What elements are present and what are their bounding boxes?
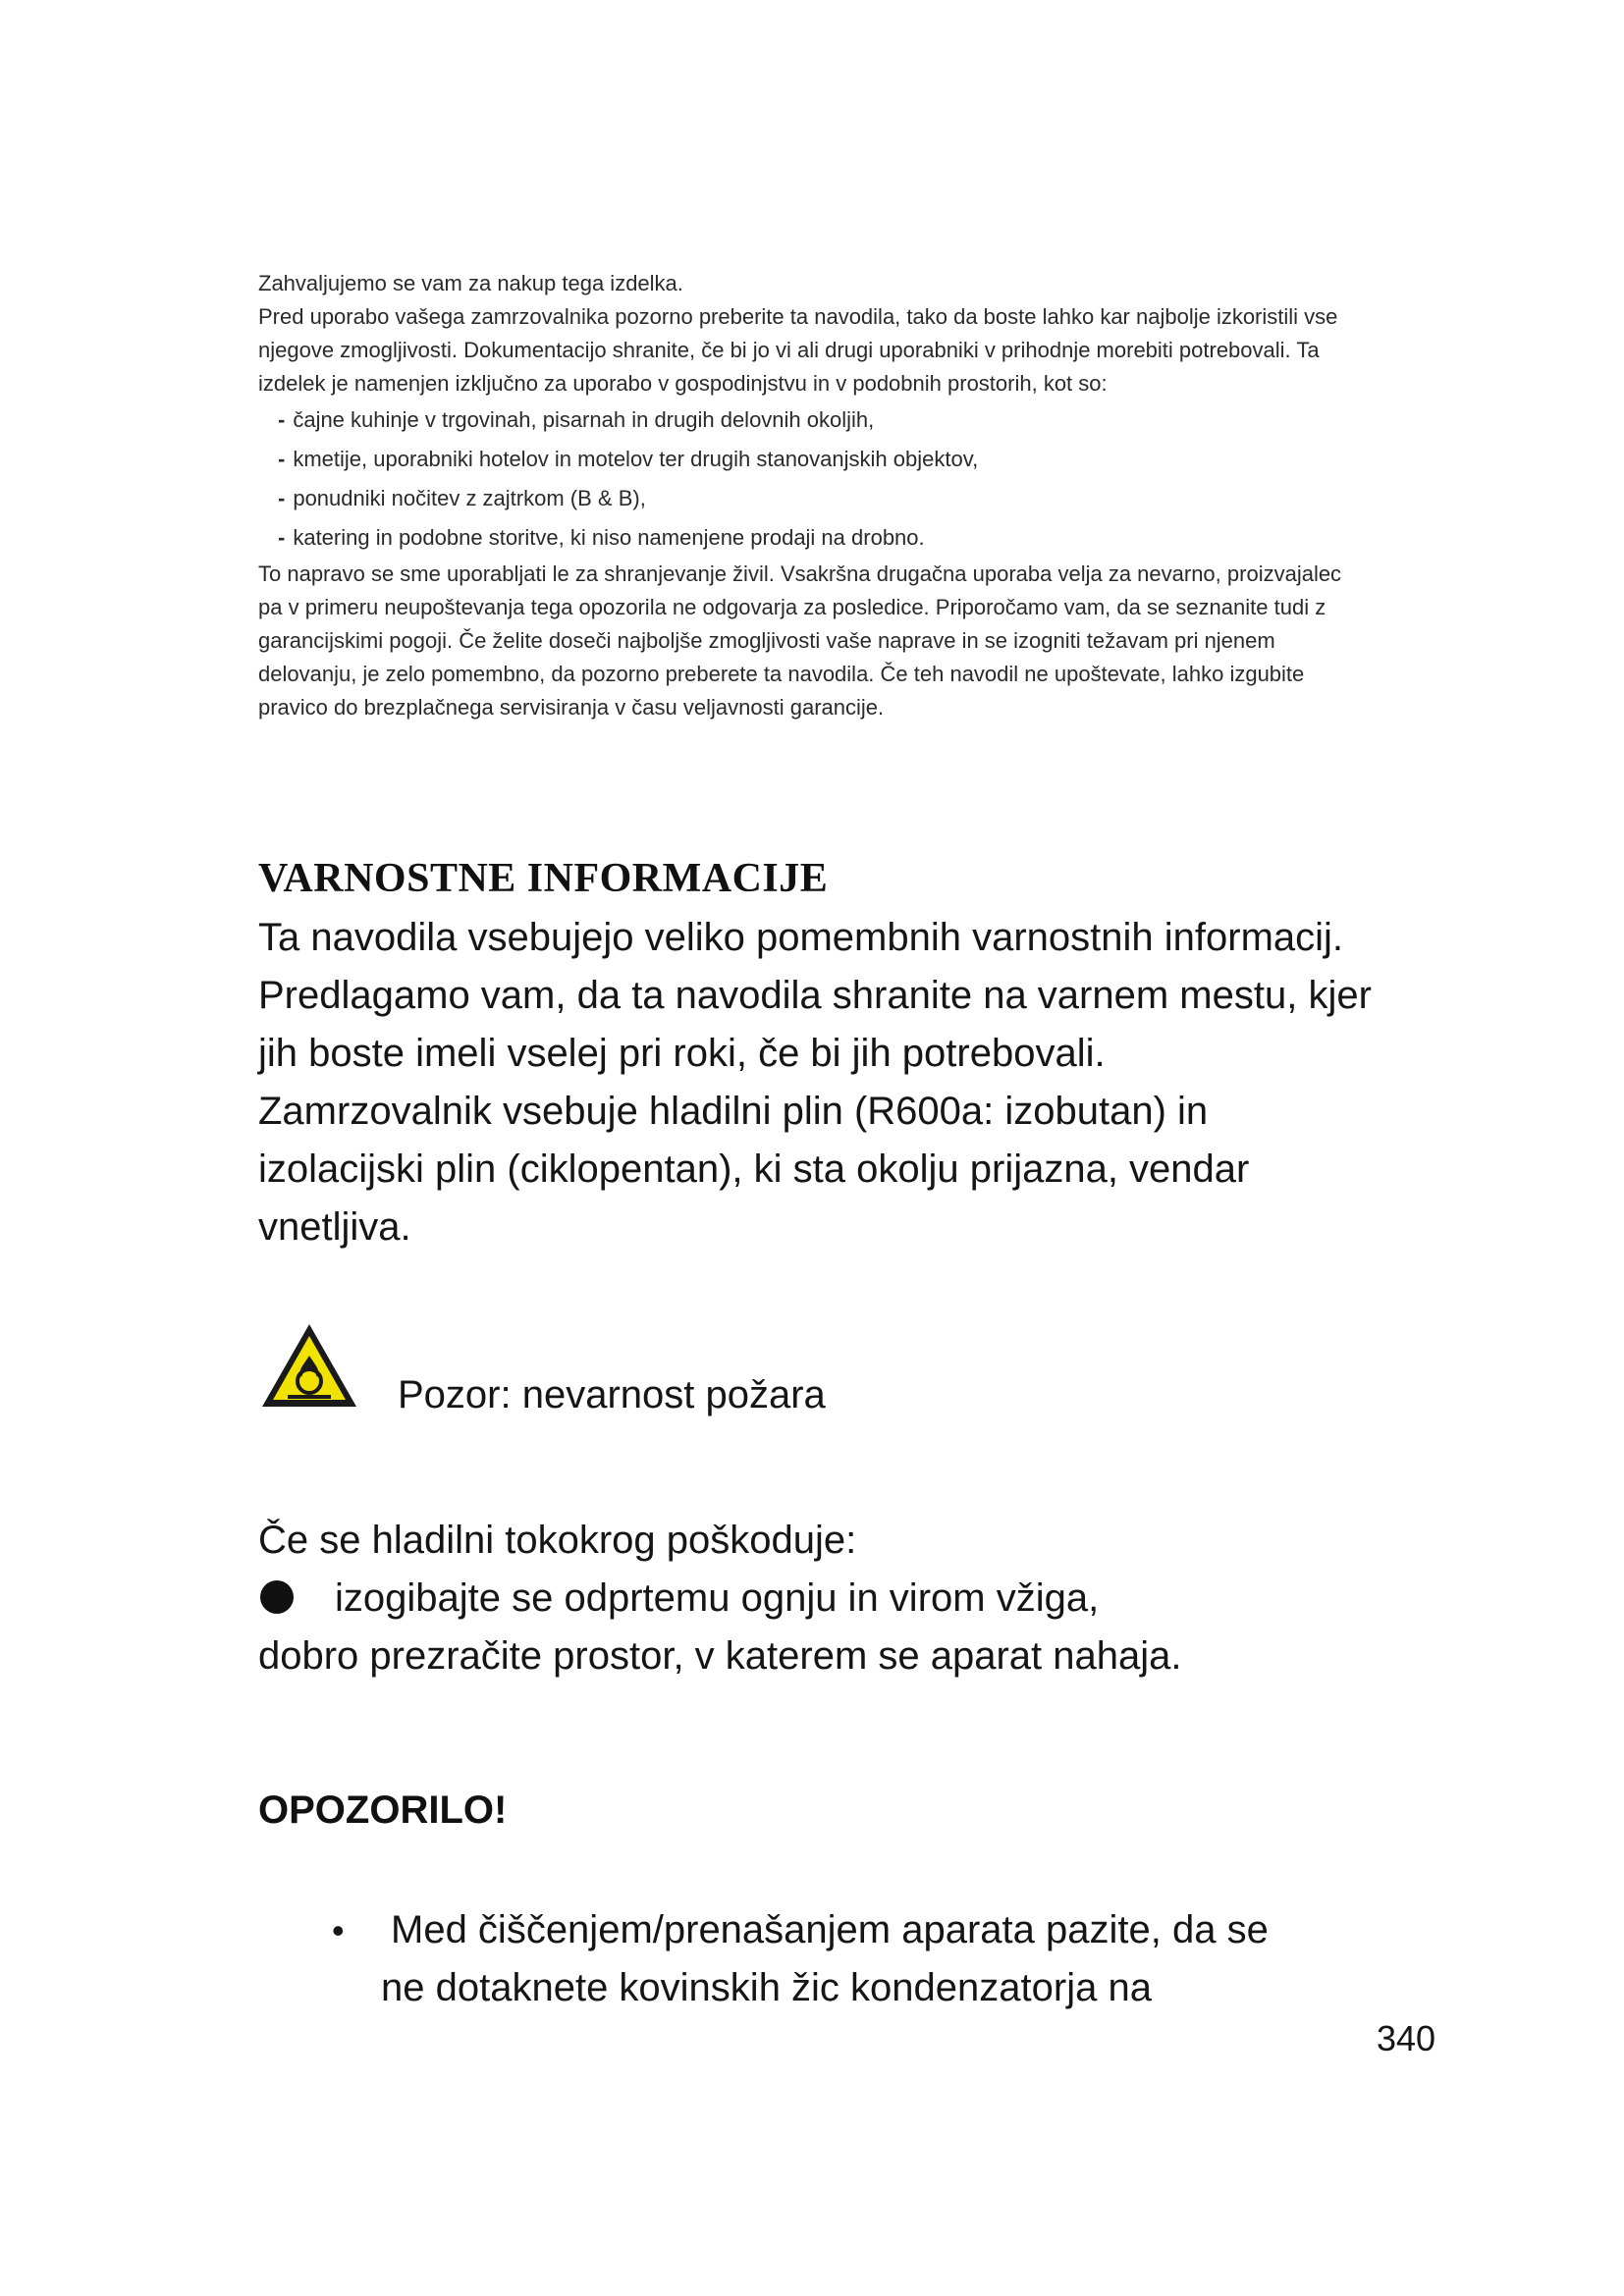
- usage-places-list: [258, 400, 1368, 558]
- list-item: - katering in podobne storitve, ki niso namenjene prodaji na drobno.: [278, 525, 925, 550]
- bullet-dot-icon: [260, 1580, 294, 1614]
- warning-item-line-1: Med čiščenjem/prenašanjem aparata pazite, da se: [391, 1908, 1269, 1951]
- warning-heading: OPOZORILO!: [258, 1789, 508, 1832]
- circuit-item-1: izogibajte se odprtemu ognju in virom vžiga,: [258, 1570, 1378, 1628]
- list-item: - ponudniki nočitev z zajtrkom (B & B),: [278, 486, 646, 510]
- circuit-section: [258, 1512, 1378, 1685]
- warning-item-line-2: ne dotaknete kovinskih žic kondenzatorja na: [381, 1966, 1152, 2009]
- list-item: - čajne kuhinje v trgovinah, pisarnah in drugih delovnih okoljih,: [278, 407, 875, 432]
- safety-heading: VARNOSTNE INFORMACIJE: [258, 856, 829, 901]
- intro-thanks: Zahvaljujemo se vam za nakup tega izdelka.: [258, 271, 683, 295]
- fire-warning-row: [258, 1320, 1044, 1428]
- intro-paragraph: Pred uporabo vašega zamrzovalnika pozorno preberite ta navodila, tako da boste lahko kar najbolje izkoristili vse njegove zmogljivosti. Dokumentacijo shranite, če bi jo vi ali drugi uporabniki v prihodnje morebiti potrebovali. Ta izdelek je namenjen izključno za uporabo v gospodinjstvu in v podobnih prostorih, kot so:: [258, 304, 1338, 396]
- bullet-icon: •: [332, 1910, 345, 1950]
- list-item: - kmetije, uporabniki hotelov in motelov ter drugih stanovanjskih objektov,: [278, 447, 979, 471]
- safety-section: [258, 909, 1378, 1256]
- page-number: 340: [1377, 2018, 1436, 2058]
- safety-paragraph-2: Zamrzovalnik vsebuje hladilni plin (R600a: izobutan) in izolacijski plin (ciklopentan), ki sta okolju prijazna, vendar vnetljiva.: [258, 1090, 1250, 1249]
- usage-paragraph: To napravo se sme uporabljati le za shranjevanje živil. Vsakršna drugačna uporaba velja za nevarno, proizvajalec pa v primeru neupoštevanja tega opozorila ne odgovarja za posledice. Priporočamo vam, da se seznanite tudi z garancijskimi pogoji. Če želite doseči najboljše zmogljivosti vaše naprave in se izogniti težavam pri njenem delovanju, je zelo pomembno, da pozorno preberete ta navodila. Če teh navodil ne upoštevate, lahko izgubite pravico do brezplačnega servisiranja v času veljavnosti garancije.: [258, 561, 1342, 720]
- circuit-intro: Če se hladilni tokokrog poškoduje:: [258, 1519, 857, 1562]
- fire-warning-text: Pozor: nevarnost požara: [398, 1373, 826, 1416]
- safety-paragraph-1: Ta navodila vsebujejo veliko pomembnih varnostnih informacij. Predlagamo vam, da ta navodila shranite na varnem mestu, kjer jih boste imeli vselej pri roki, če bi jih potrebovali.: [258, 916, 1372, 1075]
- warning-item: [324, 1901, 1384, 2017]
- intro-section: [258, 267, 1368, 724]
- circuit-item-2: dobro prezračite prostor, v katerem se aparat nahaja.: [258, 1634, 1182, 1678]
- flammable-warning-icon: [258, 1320, 360, 1414]
